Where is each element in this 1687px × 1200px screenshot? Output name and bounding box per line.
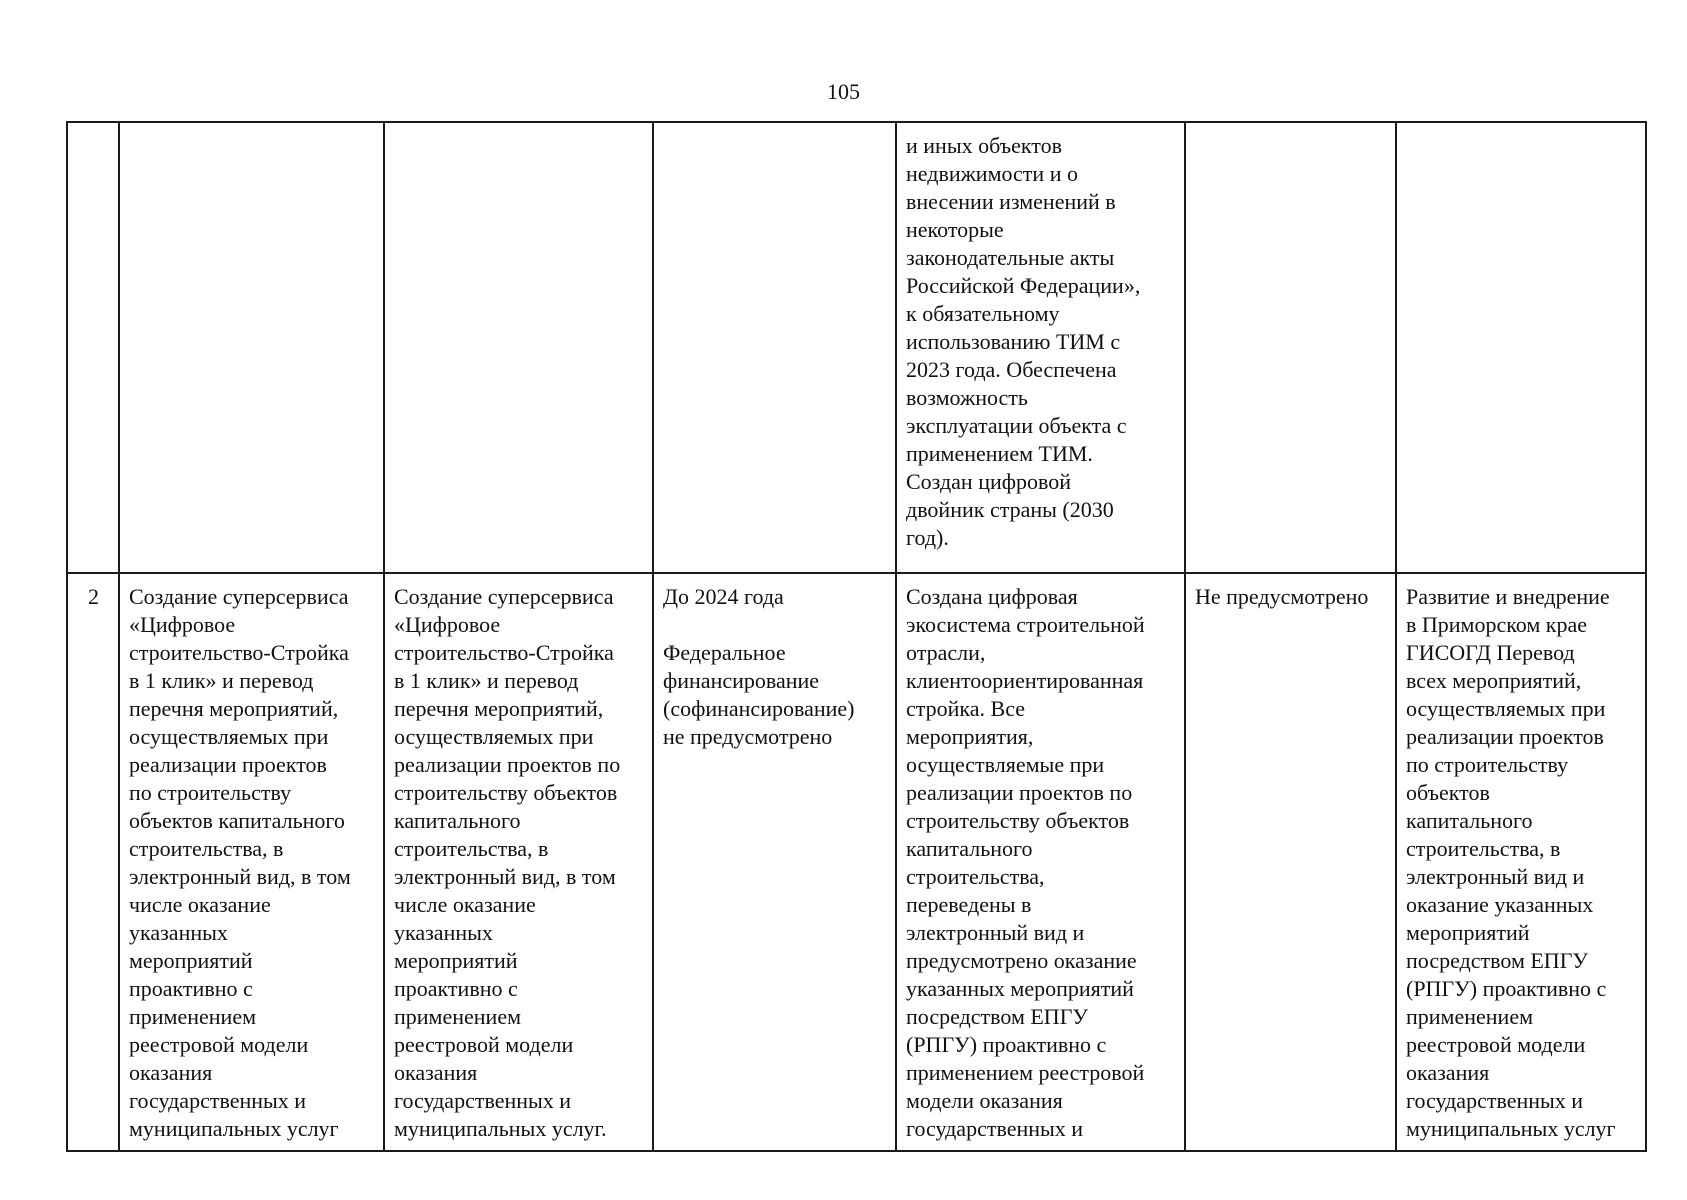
table-cell: Развитие и внедрение в Приморском крае ГИСОГД Перевод всех мероприятий, осуществляемых при реализации проектов по строительству объектов капитального строительства, в электронный вид и оказание указанных мероприятий посредством ЕПГУ (РПГУ) проактивно с применением реестровой модели оказания государственных и муниципальных услуг [1396,573,1646,1151]
row-number-cell [67,122,119,573]
table-row [67,573,1646,1151]
table-cell: Создана цифровая экосистема строительной отрасли, клиентоориентированная стройка. Все мероприятия, осуществляемые при реализации проектов по строительству объектов капитального строительства, переведены в электронный вид и предусмотрено оказание указанных мероприятий посредством ЕПГУ (РПГУ) проактивно с применением реестровой модели оказания государственных и [896,573,1185,1151]
table-row [67,122,1646,573]
table-cell: Не предусмотрено [1185,573,1396,1151]
table-cell: Создание суперсервиса «Цифровое строительство-Стройка в 1 клик» и перевод перечня мероприятий, осуществляемых при реализации проектов по строительству объектов капитального строительства, в электронный вид, в том числе оказание указанных мероприятий проактивно с применением реестровой модели оказания государственных и муниципальных услуг. [384,573,653,1151]
document-table [66,121,1647,1152]
row-number-cell: 2 [67,573,119,1151]
table-cell [653,122,896,573]
table-cell: Создание суперсервиса «Цифровое строительство-Стройка в 1 клик» и перевод перечня мероприятий, осуществляемых при реализации проектов по строительству объектов капитального строительства, в электронный вид, в том числе оказание указанных мероприятий проактивно с применением реестровой модели оказания государственных и муниципальных услуг [119,573,384,1151]
table-cell [119,122,384,573]
table-cell: До 2024 года Федеральное финансирование (софинансирование) не предусмотрено [653,573,896,1151]
table-cell: и иных объектов недвижимости и о внесении изменений в некоторые законодательные акты Российской Федерации», к обязательному использованию ТИМ с 2023 года. Обеспечена возможность эксплуатации объекта с применением ТИМ. Создан цифровой двойник страны (2030 год). [896,122,1185,573]
table-cell [1396,122,1646,573]
page-number: 105 [827,79,860,104]
table-cell [1185,122,1396,573]
table-cell [384,122,653,573]
